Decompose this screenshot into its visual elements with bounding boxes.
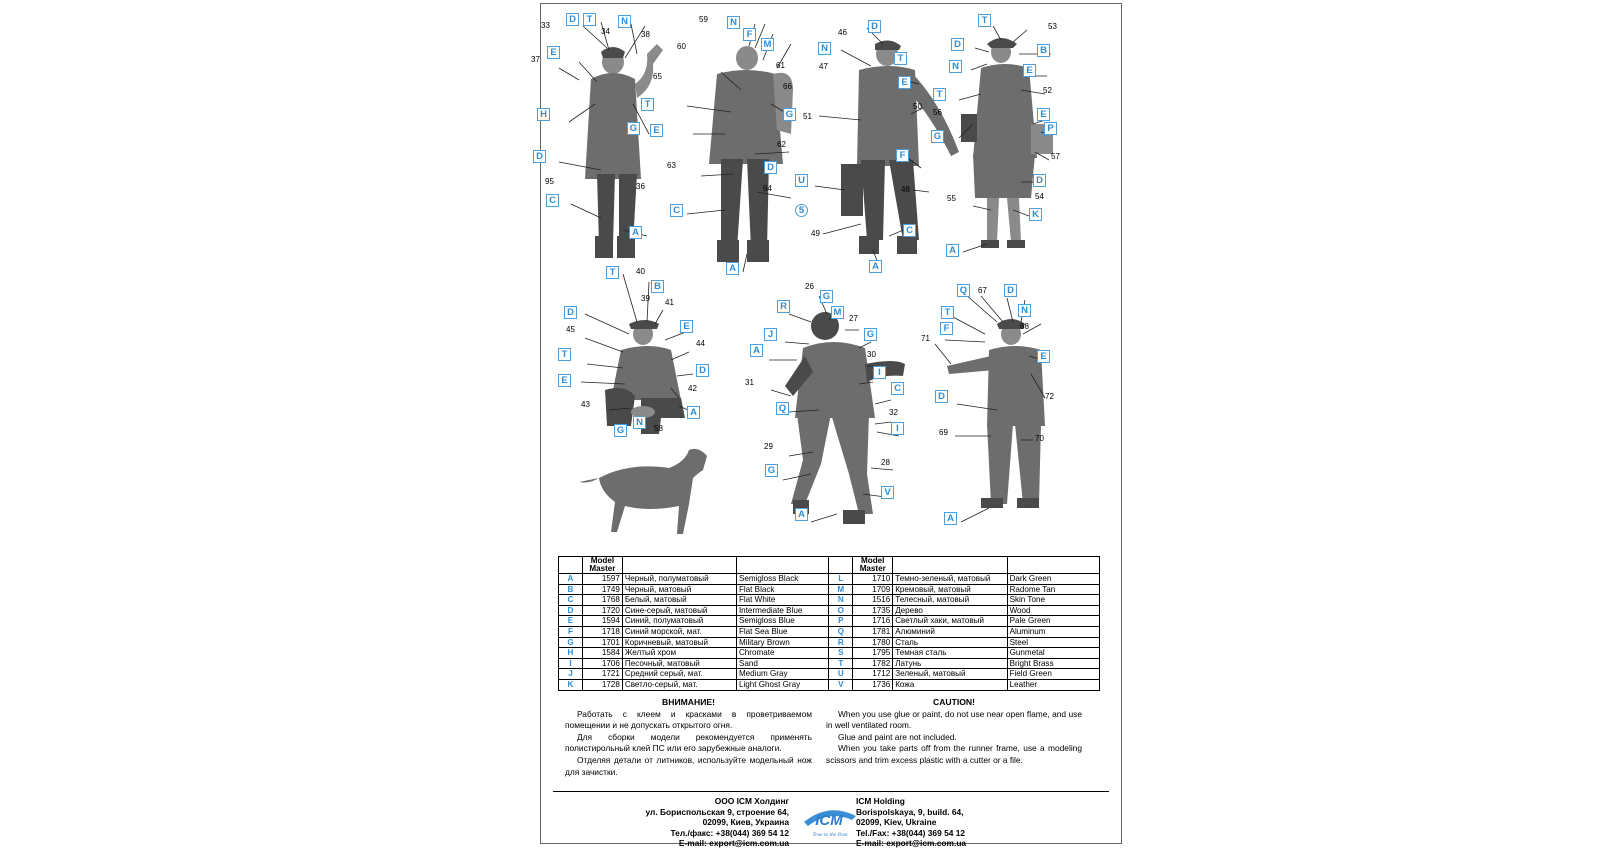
paint-tag: B: [1037, 44, 1050, 57]
paint-tag: D: [764, 161, 777, 174]
paint-code: 1736: [853, 679, 893, 690]
address-en: [856, 796, 966, 849]
address-line: ул. Бориспольская 9, строение 64,: [645, 806, 789, 817]
part-number: 56: [933, 108, 942, 117]
paint-tag: D: [1033, 174, 1046, 187]
paint-tag: E: [1037, 108, 1050, 121]
instruction-sheet: [531, 3, 1122, 849]
paint-tag: D: [696, 364, 709, 377]
paint-letter: T: [829, 658, 853, 669]
part-number: 54: [1035, 192, 1044, 201]
paint-code: 1721: [582, 669, 622, 680]
table-row: [559, 669, 1100, 680]
part-number: 47: [819, 62, 828, 71]
paint-tag: T: [641, 98, 654, 111]
paint-letter: V: [829, 679, 853, 690]
paint-code: 1749: [582, 584, 622, 595]
paint-tag: N: [633, 416, 646, 429]
paint-letter: U: [829, 669, 853, 680]
paint-tag: P: [1044, 122, 1057, 135]
paint-code: 1781: [853, 626, 893, 637]
paint-tag: D: [566, 13, 579, 26]
part-number: 57: [1051, 152, 1060, 161]
part-number: 95: [545, 177, 554, 186]
warning-ru-text: Для сборки модели рекомендуется применять полистирольный клей ПС или его зарубежные аналоги.: [565, 731, 812, 754]
paint-code: 1735: [853, 605, 893, 616]
paint-name-ru: Темно-зеленый, матовый: [893, 574, 1007, 585]
paint-tag: A: [726, 262, 739, 275]
paint-letter: A: [559, 574, 583, 585]
paint-letter: G: [559, 637, 583, 648]
table-row: [559, 574, 1100, 585]
paint-letter: S: [829, 648, 853, 659]
address-line: E-mail: export@icm.com.ua: [856, 838, 967, 849]
paint-code: 1712: [853, 669, 893, 680]
paint-name-ru: Сине-серый, матовый: [622, 605, 736, 616]
paint-name-ru: Темная сталь: [893, 648, 1007, 659]
paint-name-en: Medium Gray: [736, 669, 828, 680]
address-line: Borispolskaya, 9, build. 64,: [856, 806, 964, 817]
part-number: 53: [1048, 22, 1057, 31]
paint-tag: A: [795, 508, 808, 521]
table-row: [559, 584, 1100, 595]
paint-letter: Q: [829, 626, 853, 637]
paint-name-en: Dark Green: [1007, 574, 1099, 585]
paint-name-en: Sand: [736, 658, 828, 669]
paint-code: 1718: [582, 626, 622, 637]
paint-tag: Q: [957, 284, 970, 297]
paint-name-en: Gunmetal: [1007, 648, 1099, 659]
paint-name-ru: Синий морской, мат.: [622, 626, 736, 637]
part-number: 34: [601, 27, 610, 36]
paint-tag: C: [903, 224, 916, 237]
part-number: 40: [636, 267, 645, 276]
paint-code: 1780: [853, 637, 893, 648]
paint-tag: E: [680, 320, 693, 333]
warning-en-text: Glue and paint are not included.: [838, 731, 957, 742]
paint-code: 1728: [582, 679, 622, 690]
paint-tag: D: [868, 20, 881, 33]
paint-tag: C: [546, 194, 559, 207]
paint-name-en: Bright Brass: [1007, 658, 1099, 669]
part-number: 55: [947, 194, 956, 203]
paint-tag: F: [743, 28, 756, 41]
paint-tag: N: [949, 60, 962, 73]
part-number: 49: [811, 229, 820, 238]
paint-name-ru: Черный, полуматовый: [622, 574, 736, 585]
paint-name-ru: Зеленый, матовый: [893, 669, 1007, 680]
paint-tag: J: [764, 328, 777, 341]
part-number: 68: [1020, 322, 1029, 331]
part-number: 41: [665, 298, 674, 307]
paint-table: [558, 556, 1100, 691]
address-line: Тел./факс: +38(044) 369 54 12: [670, 827, 789, 838]
figure-6-dog: [579, 449, 707, 534]
paint-name-en: Skin Tone: [1007, 595, 1099, 606]
paint-code: 1706: [582, 658, 622, 669]
paint-tag: G: [614, 424, 627, 437]
part-number: 29: [764, 442, 773, 451]
part-number: 44: [696, 339, 705, 348]
paint-name-en: Wood: [1007, 605, 1099, 616]
paint-name-ru: Телесный, матовый: [893, 595, 1007, 606]
paint-name-ru: Песочный, матовый: [622, 658, 736, 669]
part-number: 52: [1043, 86, 1052, 95]
part-number: 51: [803, 112, 812, 121]
part-number: 65: [653, 72, 662, 81]
paint-tag: E: [898, 76, 911, 89]
paint-tag: T: [933, 88, 946, 101]
paint-tag: D: [564, 306, 577, 319]
paint-tag: D: [533, 150, 546, 163]
table-row: [559, 637, 1100, 648]
paint-code: 1720: [582, 605, 622, 616]
paint-tag: I: [891, 422, 904, 435]
part-number: 71: [921, 334, 930, 343]
part-number: 43: [581, 400, 590, 409]
paint-tag: G: [864, 328, 877, 341]
paint-code: 1597: [582, 574, 622, 585]
paint-tag: N: [618, 15, 631, 28]
paint-tag: A: [629, 226, 642, 239]
part-number: 67: [978, 286, 987, 295]
part-number: 63: [667, 161, 676, 170]
paint-tag: T: [583, 13, 596, 26]
paint-name-en: Steel: [1007, 637, 1099, 648]
paint-name-ru: Коричневый, матовый: [622, 637, 736, 648]
warning-ru-title: ВНИМАНИЕ!: [662, 697, 715, 707]
paint-name-ru: Светлый хаки, матовый: [893, 616, 1007, 627]
paint-name-en: Radome Tan: [1007, 584, 1099, 595]
paint-tag: D: [935, 390, 948, 403]
paint-tag: T: [894, 52, 907, 65]
table-row: [559, 648, 1100, 659]
paint-tag: A: [869, 260, 882, 273]
paint-tag: T: [606, 266, 619, 279]
table-row: [559, 616, 1100, 627]
table-row: [559, 626, 1100, 637]
part-number: 39: [641, 294, 650, 303]
figure-1: [585, 44, 663, 258]
paint-letter: F: [559, 626, 583, 637]
paint-code: 1710: [853, 574, 893, 585]
address-line: Tel./Fax: +38(044) 369 54 12: [856, 827, 966, 838]
paint-tag: A: [944, 512, 957, 525]
paint-tag: T: [978, 14, 991, 27]
paint-tag: A: [750, 344, 763, 357]
address-line: ООО ICM Холдинг: [714, 796, 789, 806]
table-row: [559, 658, 1100, 669]
warning-ru: [565, 697, 812, 778]
part-number: 26: [805, 282, 814, 291]
paint-tag: E: [558, 374, 571, 387]
paint-code: 1701: [582, 637, 622, 648]
paint-tag: K: [1029, 208, 1042, 221]
paint-name-en: Semigloss Black: [736, 574, 828, 585]
paint-name-en: Pale Green: [1007, 616, 1099, 627]
warning-en: [826, 697, 1082, 767]
part-number: 36: [636, 182, 645, 191]
logo-slogan: True to the Past: [812, 832, 848, 838]
paint-letter: C: [559, 595, 583, 606]
address-line: E-mail: export@icm.com.ua: [678, 838, 789, 849]
paint-letter: H: [559, 648, 583, 659]
paint-letter: J: [559, 669, 583, 680]
paint-letter: B: [559, 584, 583, 595]
paint-tag: H: [537, 108, 550, 121]
part-number: 33: [541, 21, 550, 30]
paint-name-ru: Белый, матовый: [622, 595, 736, 606]
paint-tag: R: [777, 300, 790, 313]
part-number: 28: [881, 458, 890, 467]
paint-name-en: Semigloss Blue: [736, 616, 828, 627]
part-number: 59: [699, 15, 708, 24]
paint-letter: K: [559, 679, 583, 690]
figures-artwork: [541, 4, 1123, 549]
paint-name-en: Aluminum: [1007, 626, 1099, 637]
paint-tag: G: [627, 122, 640, 135]
paint-tag: T: [941, 306, 954, 319]
paint-tag: C: [891, 382, 904, 395]
paint-tag: N: [727, 16, 740, 29]
paint-code: 1795: [853, 648, 893, 659]
warning-ru-text: Работать с клеем и красками в проветриваемом помещении и не допускать открытого огня.: [565, 708, 812, 731]
paint-letter: N: [829, 595, 853, 606]
paint-letter: L: [829, 574, 853, 585]
paint-letter: O: [829, 605, 853, 616]
part-number: 45: [566, 325, 575, 334]
figure-3: [841, 40, 959, 254]
paint-name-ru: Средний серый, мат.: [622, 669, 736, 680]
paint-tag: G: [931, 130, 944, 143]
paint-tag: A: [687, 406, 700, 419]
part-number: 72: [1045, 392, 1054, 401]
paint-letter: D: [559, 605, 583, 616]
paint-name-en: Flat White: [736, 595, 828, 606]
paint-name-en: Field Green: [1007, 669, 1099, 680]
part-number: 60: [677, 42, 686, 51]
paint-tag: G: [783, 108, 796, 121]
part-number: 37: [531, 55, 540, 64]
paint-name-ru: Латунь: [893, 658, 1007, 669]
paint-letter: M: [829, 584, 853, 595]
paint-name-en: Intermediate Blue: [736, 605, 828, 616]
paint-tag: C: [670, 204, 683, 217]
part-number: 64: [763, 184, 772, 193]
paint-tag: N: [1018, 304, 1031, 317]
paint-letter: I: [559, 658, 583, 669]
paint-name-en: Leather: [1007, 679, 1099, 690]
paint-name-ru: Желтый хром: [622, 648, 736, 659]
part-number: 46: [838, 28, 847, 37]
table-row: [559, 605, 1100, 616]
paint-tag: A: [946, 244, 959, 257]
paint-name-en: Military Brown: [736, 637, 828, 648]
table-header-row: [559, 557, 1100, 574]
paint-tag: M: [761, 38, 774, 51]
part-number: 58: [654, 424, 663, 433]
paint-name-ru: Кремовый, матовый: [893, 584, 1007, 595]
paint-letter: R: [829, 637, 853, 648]
paint-code: 1768: [582, 595, 622, 606]
address-line: ICM Holding: [856, 796, 905, 806]
part-number: 62: [777, 140, 786, 149]
paint-code: 1594: [582, 616, 622, 627]
warning-ru-text: Отделяя детали от литников, используйте модельный нож для зачистки.: [565, 754, 812, 777]
warning-en-title: CAUTION!: [932, 697, 975, 707]
paint-name-en: Light Ghost Gray: [736, 679, 828, 690]
paint-tag: D: [1004, 284, 1017, 297]
paint-letter: P: [829, 616, 853, 627]
paint-name-ru: Кожа: [893, 679, 1007, 690]
divider: [553, 791, 1109, 792]
paint-name-ru: Черный, матовый: [622, 584, 736, 595]
paint-code: 1584: [582, 648, 622, 659]
address-ru: [645, 796, 789, 849]
paint-tag: T: [558, 348, 571, 361]
paint-tag: M: [831, 306, 844, 319]
paint-code: 1716: [853, 616, 893, 627]
paint-name-en: Flat Black: [736, 584, 828, 595]
logo-text: ICM: [815, 812, 843, 829]
paint-name-en: Flat Sea Blue: [736, 626, 828, 637]
part-number: 42: [688, 384, 697, 393]
part-number: 61: [776, 61, 785, 70]
table-row: [559, 679, 1100, 690]
paint-name-en: Chromate: [736, 648, 828, 659]
icm-logo: [794, 800, 864, 840]
paint-tag: N: [818, 42, 831, 55]
address-line: 02099, Киев, Украина: [702, 817, 789, 828]
paint-name-ru: Сталь: [893, 637, 1007, 648]
paint-tag: E: [650, 124, 663, 137]
part-number: 30: [867, 350, 876, 359]
address-line: 02099, Kiev, Ukraine: [856, 817, 937, 828]
part-number: 66: [783, 82, 792, 91]
paint-tag: G: [820, 290, 833, 303]
header-model-master: Model Master: [582, 557, 622, 574]
figure-8: [947, 319, 1045, 508]
paint-tag: F: [896, 149, 909, 162]
part-number: 31: [745, 378, 754, 387]
paint-name-ru: Светло-серый, мат.: [622, 679, 736, 690]
header-model-master: Model Master: [853, 557, 893, 574]
figure-2: [709, 46, 793, 262]
paint-tag: Q: [776, 402, 789, 415]
part-number: 70: [1035, 434, 1044, 443]
part-number: 69: [939, 428, 948, 437]
paint-tag: D: [951, 38, 964, 51]
part-number: 38: [641, 30, 650, 39]
paint-name-ru: Синий, полуматовый: [622, 616, 736, 627]
paint-letter: E: [559, 616, 583, 627]
part-number: 32: [889, 408, 898, 417]
paint-tag: V: [881, 486, 894, 499]
part-number: 50: [913, 102, 922, 111]
paint-tag: B: [651, 280, 664, 293]
paint-tag: E: [1023, 64, 1036, 77]
paint-code: 1516: [853, 595, 893, 606]
paint-tag: 5: [795, 204, 808, 217]
warning-en-text: When you use glue or paint, do not use near open flame, and use in well ventilated room.: [826, 708, 1082, 731]
warning-en-text: When you take parts off from the runner frame, use a modeling scissors and trim excess plastic with a cutter or a file.: [826, 743, 1082, 765]
paint-tag: E: [547, 46, 560, 59]
paint-name-ru: Алюминий: [893, 626, 1007, 637]
table-row: [559, 595, 1100, 606]
part-number: 27: [849, 314, 858, 323]
paint-tag: F: [940, 322, 953, 335]
paint-tag: U: [795, 174, 808, 187]
paint-code: 1782: [853, 658, 893, 669]
paint-code: 1709: [853, 584, 893, 595]
paint-tag: E: [1037, 350, 1050, 363]
part-number: 48: [901, 185, 910, 194]
paint-tag: I: [873, 366, 886, 379]
paint-name-ru: Дерево: [893, 605, 1007, 616]
paint-tag: G: [765, 464, 778, 477]
